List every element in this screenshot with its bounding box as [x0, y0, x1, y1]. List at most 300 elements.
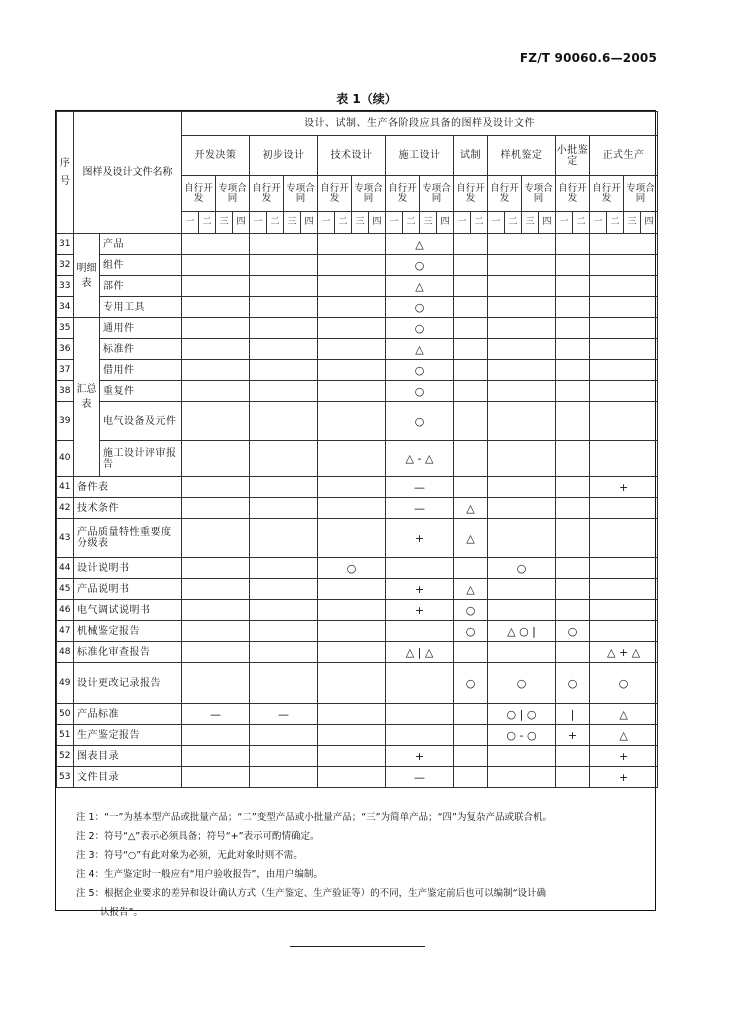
requirement-cell: △ — [590, 704, 658, 725]
document-name: 重复件 — [100, 381, 182, 402]
empty-cell — [182, 402, 250, 441]
table-row — [57, 381, 658, 402]
empty-cell — [488, 339, 556, 360]
empty-cell — [556, 519, 590, 558]
empty-cell — [590, 381, 658, 402]
document-name: 组件 — [100, 255, 182, 276]
empty-cell — [488, 642, 556, 663]
empty-cell — [488, 746, 556, 767]
table-row — [57, 477, 658, 498]
requirement-cell: — — [386, 498, 454, 519]
requirement-cell: △ — [590, 725, 658, 746]
row-number: 42 — [57, 498, 74, 519]
empty-cell — [318, 297, 386, 318]
empty-cell — [590, 519, 658, 558]
empty-cell — [590, 498, 658, 519]
empty-cell — [590, 360, 658, 381]
requirement-cell: — — [182, 704, 250, 725]
document-name: 文件目录 — [74, 767, 182, 788]
document-name: 设计更改记录报告 — [74, 663, 182, 704]
empty-cell — [590, 441, 658, 477]
footer-rule — [290, 946, 425, 947]
row-number: 34 — [57, 297, 74, 318]
table-notes — [56, 802, 655, 922]
empty-cell — [182, 477, 250, 498]
dev-mode-header: 自行开发 — [488, 176, 522, 212]
stage-header: 技术设计 — [318, 136, 386, 176]
empty-cell — [318, 477, 386, 498]
empty-cell — [590, 234, 658, 255]
requirement-cell: △ — [386, 339, 454, 360]
empty-cell — [454, 704, 488, 725]
empty-cell — [182, 642, 250, 663]
document-name: 产品质量特性重要度分级表 — [74, 519, 182, 558]
empty-cell — [590, 621, 658, 642]
table-row — [57, 746, 658, 767]
requirement-cell: ○ — [488, 558, 556, 579]
empty-cell — [182, 725, 250, 746]
dev-mode-header: 自行开发 — [386, 176, 420, 212]
empty-cell — [386, 558, 454, 579]
dev-mode-header: 自行开发 — [556, 176, 590, 212]
class-header: 三 — [420, 212, 437, 234]
note-line: 注 5：根据企业要求的差异和设计确认方式（生产鉴定、生产验证等）的不同，生产鉴定前后也可以编制“设计确 — [76, 888, 546, 899]
empty-cell — [318, 339, 386, 360]
empty-cell — [454, 767, 488, 788]
requirement-cell: ○ — [386, 381, 454, 402]
requirement-cell: + — [386, 746, 454, 767]
class-header: 三 — [284, 212, 301, 234]
table-row — [57, 663, 658, 704]
table-row — [57, 441, 658, 477]
requirement-cell: ○ — [386, 402, 454, 441]
empty-cell — [556, 642, 590, 663]
requirement-cell: △ - △ — [386, 441, 454, 477]
document-name: 借用件 — [100, 360, 182, 381]
empty-cell — [318, 498, 386, 519]
stage-header: 样机鉴定 — [488, 136, 556, 176]
document-name: 备件表 — [74, 477, 182, 498]
empty-cell — [454, 746, 488, 767]
empty-cell — [556, 402, 590, 441]
empty-cell — [318, 255, 386, 276]
empty-cell — [556, 255, 590, 276]
table-row — [57, 339, 658, 360]
empty-cell — [556, 558, 590, 579]
table-row — [57, 725, 658, 746]
empty-cell — [182, 746, 250, 767]
empty-cell — [318, 767, 386, 788]
row-number: 31 — [57, 234, 74, 255]
document-name: 专用工具 — [100, 297, 182, 318]
table-row — [57, 276, 658, 297]
table-row — [57, 642, 658, 663]
document-name: 通用件 — [100, 318, 182, 339]
doc-name-header: 图样及设计文件名称 — [74, 112, 182, 234]
requirement-cell: | — [556, 704, 590, 725]
empty-cell — [182, 621, 250, 642]
empty-cell — [250, 276, 318, 297]
row-number: 52 — [57, 746, 74, 767]
requirement-cell: ○ — [386, 360, 454, 381]
empty-cell — [182, 297, 250, 318]
empty-cell — [318, 725, 386, 746]
empty-cell — [556, 297, 590, 318]
empty-cell — [590, 318, 658, 339]
empty-cell — [182, 767, 250, 788]
empty-cell — [488, 360, 556, 381]
empty-cell — [454, 276, 488, 297]
stages-main-header: 设计、试制、生产各阶段应具备的图样及设计文件 — [182, 112, 658, 136]
stage-header: 试制 — [454, 136, 488, 176]
requirement-cell: ○ — [386, 318, 454, 339]
empty-cell — [454, 297, 488, 318]
table-row — [57, 297, 658, 318]
requirement-cell: △ | △ — [386, 642, 454, 663]
empty-cell — [590, 402, 658, 441]
empty-cell — [488, 318, 556, 339]
requirement-cell: ○ | ○ — [488, 704, 556, 725]
document-name: 产品标准 — [74, 704, 182, 725]
dev-mode-header: 专项合同 — [216, 176, 250, 212]
seq-header: 序号 — [57, 112, 74, 234]
empty-cell — [250, 297, 318, 318]
empty-cell — [250, 621, 318, 642]
empty-cell — [454, 360, 488, 381]
requirement-cell: ○ - ○ — [488, 725, 556, 746]
empty-cell — [250, 477, 318, 498]
design-documents-table — [56, 111, 658, 788]
empty-cell — [454, 642, 488, 663]
table-row — [57, 600, 658, 621]
requirement-cell: △ — [386, 276, 454, 297]
document-name: 产品 — [100, 234, 182, 255]
dev-mode-header: 专项合同 — [352, 176, 386, 212]
row-number: 51 — [57, 725, 74, 746]
requirement-cell: ○ — [454, 621, 488, 642]
empty-cell — [590, 255, 658, 276]
empty-cell — [182, 498, 250, 519]
table-row — [57, 234, 658, 255]
empty-cell — [250, 519, 318, 558]
empty-cell — [454, 255, 488, 276]
requirement-cell: ○ — [454, 600, 488, 621]
empty-cell — [182, 276, 250, 297]
requirement-cell: △ + △ — [590, 642, 658, 663]
empty-cell — [182, 339, 250, 360]
empty-cell — [454, 441, 488, 477]
empty-cell — [488, 276, 556, 297]
requirement-cell: + — [386, 519, 454, 558]
dev-mode-header: 自行开发 — [590, 176, 624, 212]
note-line: 认报告”。 — [100, 907, 143, 918]
row-number: 35 — [57, 318, 74, 339]
class-header: 四 — [437, 212, 454, 234]
class-header: 二 — [573, 212, 590, 234]
row-number: 50 — [57, 704, 74, 725]
empty-cell — [590, 579, 658, 600]
row-number: 39 — [57, 402, 74, 441]
dev-mode-header: 专项合同 — [284, 176, 318, 212]
empty-cell — [250, 441, 318, 477]
empty-cell — [454, 381, 488, 402]
table-row — [57, 767, 658, 788]
requirement-cell: + — [590, 767, 658, 788]
empty-cell — [318, 579, 386, 600]
empty-cell — [250, 402, 318, 441]
note-line: 注 3：符号“○”有此对象为必须，无此对象时则不需。 — [76, 850, 303, 861]
requirement-cell: △ — [454, 498, 488, 519]
document-code: FZ/T 90060.6—2005 — [519, 51, 657, 65]
empty-cell — [250, 767, 318, 788]
table-row — [57, 558, 658, 579]
empty-cell — [318, 318, 386, 339]
document-name: 标准化审查报告 — [74, 642, 182, 663]
empty-cell — [488, 477, 556, 498]
document-name: 设计说明书 — [74, 558, 182, 579]
empty-cell — [250, 642, 318, 663]
empty-cell — [454, 558, 488, 579]
document-name: 生产鉴定报告 — [74, 725, 182, 746]
document-name: 电气调试说明书 — [74, 600, 182, 621]
class-header: 一 — [318, 212, 335, 234]
empty-cell — [556, 498, 590, 519]
row-number: 40 — [57, 441, 74, 477]
empty-cell — [386, 725, 454, 746]
dev-mode-header: 专项合同 — [624, 176, 658, 212]
empty-cell — [318, 600, 386, 621]
stage-header: 初步设计 — [250, 136, 318, 176]
empty-cell — [318, 519, 386, 558]
table-row — [57, 402, 658, 441]
empty-cell — [590, 558, 658, 579]
class-header: 二 — [505, 212, 522, 234]
class-header: 一 — [454, 212, 471, 234]
empty-cell — [318, 381, 386, 402]
requirement-cell: ○ — [318, 558, 386, 579]
row-number: 36 — [57, 339, 74, 360]
empty-cell — [182, 663, 250, 704]
empty-cell — [250, 498, 318, 519]
class-header: 四 — [233, 212, 250, 234]
table-row — [57, 255, 658, 276]
document-name: 产品说明书 — [74, 579, 182, 600]
empty-cell — [250, 318, 318, 339]
empty-cell — [318, 663, 386, 704]
row-number: 53 — [57, 767, 74, 788]
requirement-cell: △ ○ | — [488, 621, 556, 642]
row-number: 49 — [57, 663, 74, 704]
empty-cell — [590, 276, 658, 297]
empty-cell — [250, 558, 318, 579]
requirement-cell: — — [250, 704, 318, 725]
row-number: 44 — [57, 558, 74, 579]
empty-cell — [250, 579, 318, 600]
requirement-cell: + — [556, 725, 590, 746]
empty-cell — [250, 339, 318, 360]
note-line: 注 2：符号“△”表示必须具备；符号“+”表示可酌情确定。 — [76, 831, 320, 842]
empty-cell — [488, 767, 556, 788]
empty-cell — [556, 276, 590, 297]
requirement-cell: ○ — [454, 663, 488, 704]
empty-cell — [556, 234, 590, 255]
empty-cell — [488, 255, 556, 276]
empty-cell — [182, 318, 250, 339]
row-number: 48 — [57, 642, 74, 663]
empty-cell — [250, 255, 318, 276]
requirement-cell: + — [386, 579, 454, 600]
empty-cell — [556, 360, 590, 381]
row-number: 33 — [57, 276, 74, 297]
class-header: 二 — [267, 212, 284, 234]
row-number: 38 — [57, 381, 74, 402]
empty-cell — [182, 600, 250, 621]
requirement-cell: + — [590, 746, 658, 767]
class-header: 四 — [539, 212, 556, 234]
requirement-cell: ○ — [386, 297, 454, 318]
class-header: 二 — [471, 212, 488, 234]
note-line: 注 4：生产鉴定时一般应有“用户验收报告”，由用户编制。 — [76, 869, 323, 880]
row-number: 46 — [57, 600, 74, 621]
note-line: 注 1：“一”为基本型产品或批量产品；“二”变型产品或小批量产品；“三”为简单产品；“四”为复杂产品或联合机。 — [76, 812, 552, 823]
empty-cell — [386, 704, 454, 725]
empty-cell — [488, 234, 556, 255]
empty-cell — [556, 318, 590, 339]
table-row — [57, 519, 658, 558]
empty-cell — [250, 746, 318, 767]
document-name: 电气设备及元件 — [100, 402, 182, 441]
requirement-cell: △ — [454, 519, 488, 558]
class-header: 三 — [216, 212, 233, 234]
dev-mode-header: 自行开发 — [250, 176, 284, 212]
empty-cell — [454, 477, 488, 498]
empty-cell — [318, 360, 386, 381]
class-header: 四 — [641, 212, 658, 234]
empty-cell — [488, 402, 556, 441]
dev-mode-header: 自行开发 — [318, 176, 352, 212]
empty-cell — [488, 519, 556, 558]
empty-cell — [590, 339, 658, 360]
empty-cell — [556, 477, 590, 498]
empty-cell — [318, 276, 386, 297]
table-row — [57, 498, 658, 519]
table-row — [57, 318, 658, 339]
requirement-cell: + — [590, 477, 658, 498]
row-number: 43 — [57, 519, 74, 558]
class-header: 四 — [369, 212, 386, 234]
class-header: 四 — [301, 212, 318, 234]
empty-cell — [250, 360, 318, 381]
empty-cell — [488, 579, 556, 600]
empty-cell — [386, 663, 454, 704]
empty-cell — [590, 297, 658, 318]
empty-cell — [556, 746, 590, 767]
class-header: 一 — [488, 212, 505, 234]
empty-cell — [454, 339, 488, 360]
requirement-cell: + — [386, 600, 454, 621]
row-group-label: 汇总表 — [74, 318, 100, 477]
document-name: 技术条件 — [74, 498, 182, 519]
stage-header: 小批鉴定 — [556, 136, 590, 176]
requirement-cell: — — [386, 477, 454, 498]
empty-cell — [182, 234, 250, 255]
empty-cell — [182, 381, 250, 402]
empty-cell — [318, 402, 386, 441]
requirement-cell: ○ — [590, 663, 658, 704]
empty-cell — [318, 642, 386, 663]
requirement-cell: ○ — [556, 663, 590, 704]
empty-cell — [488, 498, 556, 519]
empty-cell — [250, 725, 318, 746]
empty-cell — [386, 621, 454, 642]
empty-cell — [454, 318, 488, 339]
empty-cell — [318, 704, 386, 725]
requirement-cell: — — [386, 767, 454, 788]
requirement-cell: ○ — [488, 663, 556, 704]
class-header: 三 — [352, 212, 369, 234]
document-name: 施工设计评审报告 — [100, 441, 182, 477]
document-name: 部件 — [100, 276, 182, 297]
empty-cell — [250, 234, 318, 255]
dev-mode-header: 专项合同 — [522, 176, 556, 212]
document-name: 机械鉴定报告 — [74, 621, 182, 642]
document-name: 图表目录 — [74, 746, 182, 767]
requirement-cell: △ — [386, 234, 454, 255]
dev-mode-header: 自行开发 — [454, 176, 488, 212]
requirement-cell: △ — [454, 579, 488, 600]
empty-cell — [590, 600, 658, 621]
class-header: 三 — [522, 212, 539, 234]
empty-cell — [318, 746, 386, 767]
empty-cell — [556, 579, 590, 600]
empty-cell — [250, 381, 318, 402]
table-row — [57, 621, 658, 642]
class-header: 一 — [250, 212, 267, 234]
empty-cell — [556, 767, 590, 788]
row-number: 41 — [57, 477, 74, 498]
empty-cell — [454, 725, 488, 746]
class-header: 二 — [199, 212, 216, 234]
class-header: 一 — [182, 212, 199, 234]
class-header: 一 — [386, 212, 403, 234]
table-row — [57, 579, 658, 600]
class-header: 二 — [607, 212, 624, 234]
stage-header: 开发决策 — [182, 136, 250, 176]
stage-header: 施工设计 — [386, 136, 454, 176]
table-row — [57, 360, 658, 381]
empty-cell — [556, 600, 590, 621]
row-number: 32 — [57, 255, 74, 276]
empty-cell — [182, 558, 250, 579]
empty-cell — [556, 381, 590, 402]
requirement-cell: ○ — [386, 255, 454, 276]
empty-cell — [318, 234, 386, 255]
dev-mode-header: 自行开发 — [182, 176, 216, 212]
dev-mode-header: 专项合同 — [420, 176, 454, 212]
class-header: 一 — [590, 212, 607, 234]
empty-cell — [454, 402, 488, 441]
row-group-label: 明细表 — [74, 234, 100, 318]
empty-cell — [454, 234, 488, 255]
table-row — [57, 704, 658, 725]
row-number: 37 — [57, 360, 74, 381]
requirement-cell: ○ — [556, 621, 590, 642]
empty-cell — [182, 441, 250, 477]
class-header: 二 — [335, 212, 352, 234]
table-frame — [55, 110, 656, 918]
stage-header: 正式生产 — [590, 136, 658, 176]
empty-cell — [182, 519, 250, 558]
